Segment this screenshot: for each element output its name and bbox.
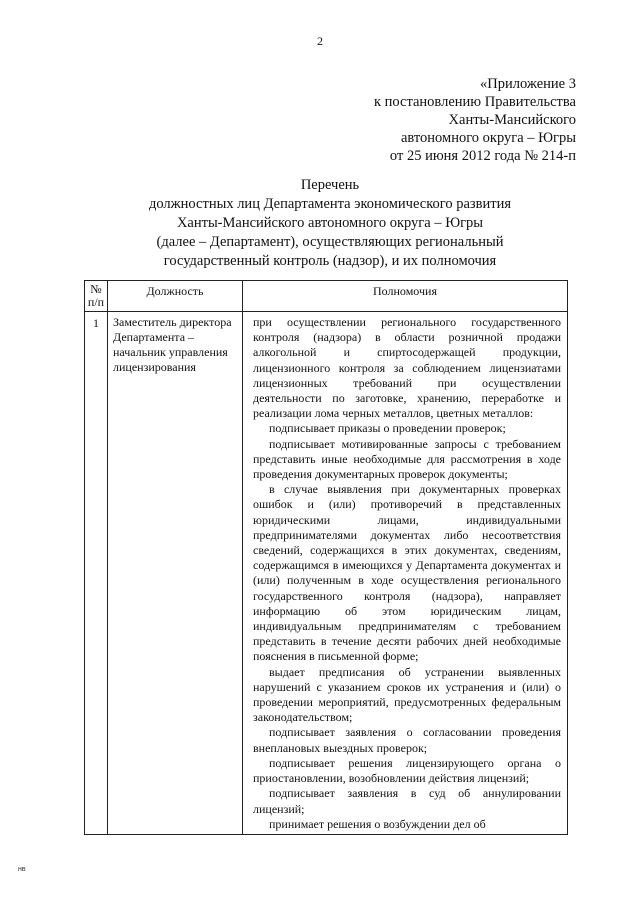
- header-number: № п/п: [87, 282, 105, 309]
- header-powers: Полномочия: [373, 284, 437, 298]
- column-divider: [242, 281, 243, 834]
- power-item: подписывает заявления в суд об аннулировании лицензий;: [253, 786, 561, 816]
- title-line: Перечень: [300, 177, 360, 193]
- title-line: должностных лиц Департамента экономического развития: [148, 196, 512, 212]
- power-item: при осуществлении регионального государственного контроля (надзора) в области розничной продажи алкогольной и спиртосодержащей продукции, лицензионного контроля за соблюдением лицензиатами лицензионных требований при осуществлении деятельности по заготовке, хранению, переработке и реализации лома черных металлов, цветных металлов:: [253, 315, 561, 421]
- title-line: государственный контроль (надзор), и их полномочия: [163, 253, 497, 269]
- appendix-line: Ханты-Мансийского: [448, 112, 576, 128]
- officials-table: [84, 280, 568, 835]
- appendix-line: автономного округа – Югры: [400, 130, 576, 146]
- power-item: подписывает приказы о проведении проверок;: [269, 421, 506, 436]
- power-item: выдает предписания об устранении выявленных нарушений с указанием сроков их устранения и (или) о проведении мероприятий, предусмотренных федеральным законодательством;: [253, 664, 561, 725]
- appendix-heading: [374, 75, 576, 165]
- power-item: подписывает решения лицензирующего органа о приостановлении, возобновлении действия лицензий;: [253, 755, 561, 786]
- row-number: 1: [93, 316, 99, 330]
- power-item: подписывает мотивированные запросы с требованием представить иные необходимые для рассмотрения в ходе проведения документарных проверок документы;: [253, 436, 561, 482]
- title-line: Ханты-Мансийского автономного округа – Югры: [176, 215, 484, 231]
- row-powers: [253, 315, 561, 832]
- power-item: принимает решения о возбуждении дел об: [269, 816, 486, 831]
- header-position: Должность: [146, 284, 204, 298]
- power-item: в случае выявления при документарных проверках ошибок и (или) противоречий в представленных юридическими лицами, индивидуальными предпринимателями документах либо несоответствия сведений, содержащихся в этих документах, сведениям, содержащимся в имеющихся у Департамента документах и (или) полученным в ходе осуществления регионального государственного контроля (надзора), направляет информацию об этом юридическим лицам, индивидуальным предпринимателям с требованием представить в течение десяти рабочих дней необходимые пояснения в письменной форме;: [253, 482, 561, 664]
- power-item: подписывает заявления о согласовании проведения внеплановых выездных проверок;: [253, 725, 561, 755]
- appendix-line: «Приложение 3: [480, 76, 576, 92]
- footer-stamp: нв: [18, 866, 26, 873]
- row-position: Заместитель директора Департамента – начальник управления лицензирования: [113, 315, 232, 374]
- appendix-line: к постановлению Правительства: [374, 94, 576, 110]
- title-line: (далее – Департамент), осуществляющих региональный: [156, 234, 504, 250]
- appendix-line: от 25 июня 2012 года № 214-п: [389, 148, 576, 164]
- page-number: 2: [317, 34, 323, 48]
- document-title: [80, 176, 580, 271]
- column-divider: [107, 281, 108, 834]
